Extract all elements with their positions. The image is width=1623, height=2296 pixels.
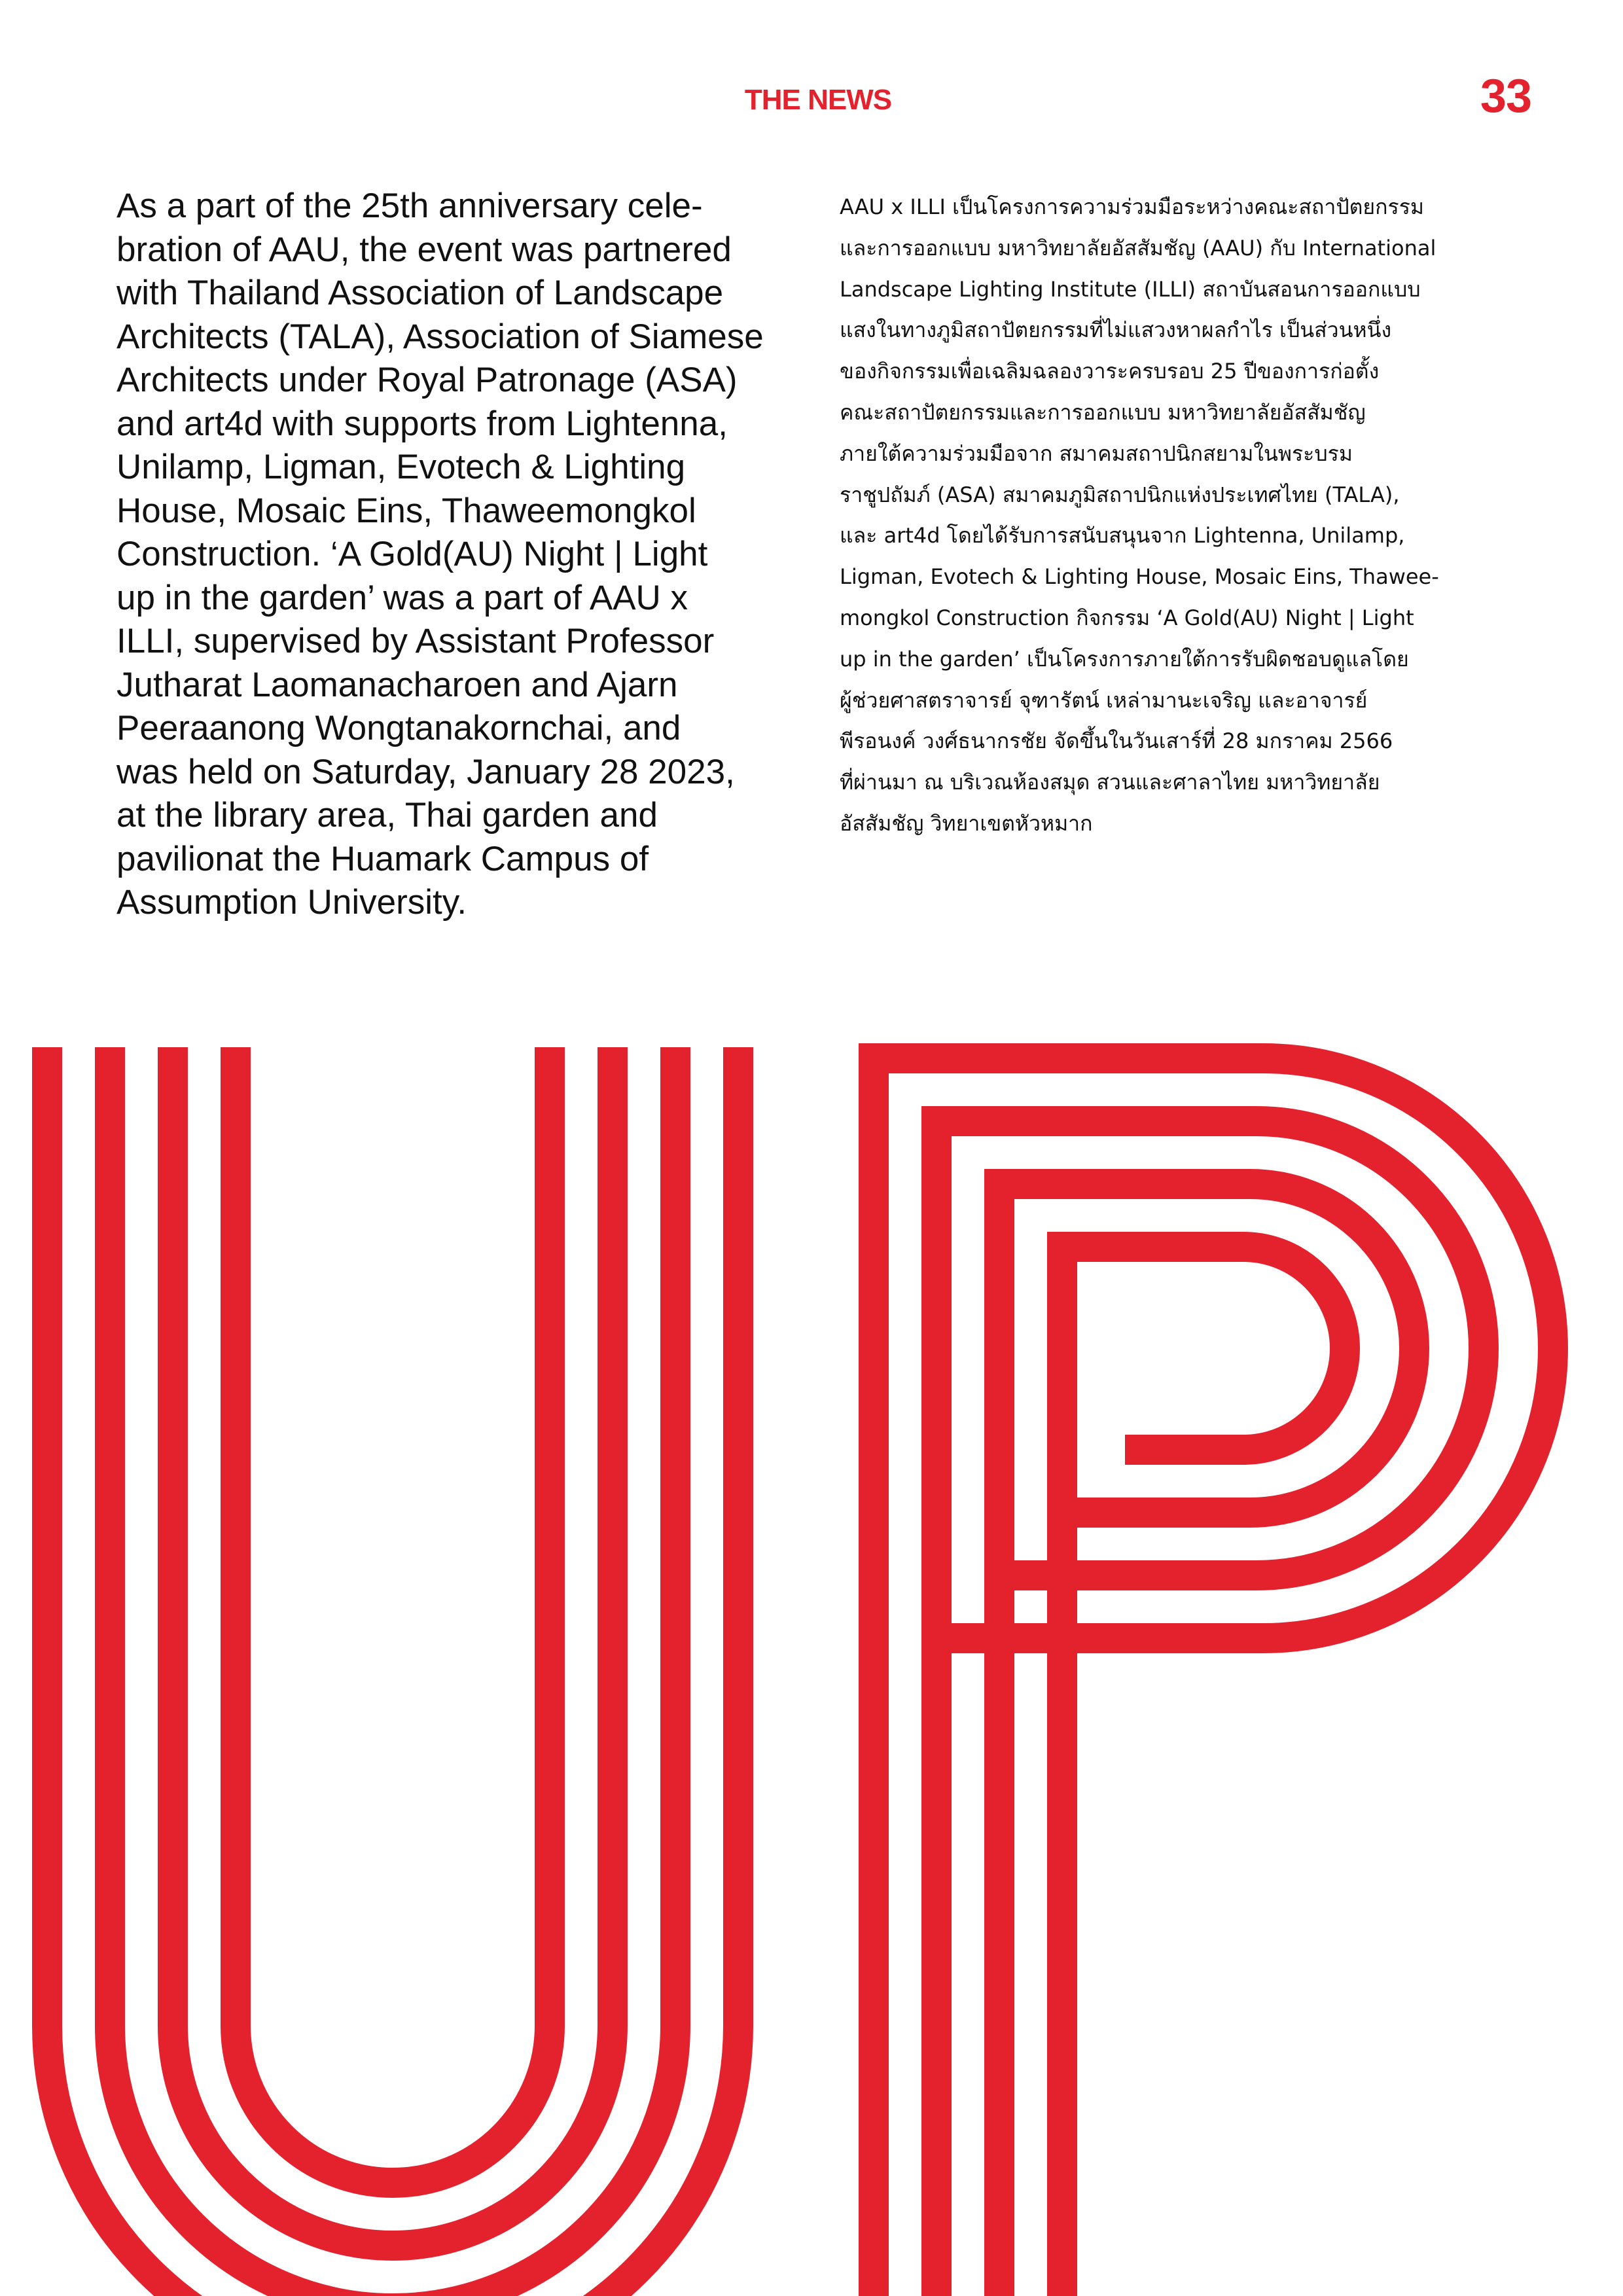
thai-text-line: ของกิจกรรมเพื่อเฉลิมฉลองวาระครบรอบ 25 ปีของการก่อตั้ง [840,359,1380,384]
thai-text-line: mongkol Construction กิจกรรม ‘A Gold(AU) Night | Light [840,605,1414,630]
thai-text-line: ภายใต้ความร่วมมือจาก สมาคมสถาปนิกสยามในพระบรม [840,440,1353,466]
english-text-line: at the library area, Thai garden and [116,796,658,834]
thai-text-line: แสงในทางภูมิสถาปัตยกรรมที่ไม่แสวงหาผลกำไร เป็นส่วนหนึ่ง [840,317,1392,343]
letter-u-stripe [236,1047,550,2183]
english-text-line: Peeraanong Wongtanakornchai, and [116,709,681,747]
letter-p-stripes [874,1058,1553,2296]
english-text-line: As a part of the 25th anniversary cele- [116,187,703,225]
english-text-line: ILLI, supervised by Assistant Professor [116,622,715,660]
english-article-body [116,185,810,925]
up-striped-letters-graphic [0,1021,1623,2296]
english-text-line: Architects (TALA), Association of Siamese [116,317,764,356]
thai-text-line: ราชูปถัมภ์ (ASA) สมาคมภูมิสถาปนิกแห่งประเทศไทย (TALA), [840,482,1400,507]
letter-p-stripe [1062,1247,1345,2296]
thai-text-line: ผู้ช่วยศาสตราจารย์ จุฑารัตน์ เหล่ามานะเจริญ และอาจารย์ [840,687,1368,713]
english-text-line: House, Mosaic Eins, Thaweemongkol [116,491,696,530]
thai-article-body [840,187,1533,844]
thai-text-line: และการออกแบบ มหาวิทยาลัยอัสสัมชัญ (AAU) กับ International [840,235,1436,260]
english-text-line: Unilamp, Ligman, Evotech & Lighting [116,448,686,486]
english-text-line: bration of AAU, the event was partnered [116,230,732,269]
thai-text-line: อัสสัมชัญ วิทยาเขตหัวหมาก [840,810,1093,836]
english-text-line: Architects under Royal Patronage (ASA) [116,361,738,399]
thai-text-line: พีรอนงค์ วงศ์ธนากรชัย จัดขึ้นในวันเสาร์ที่ 28 มกราคม 2566 [840,728,1393,754]
thai-text-line: คณะสถาปัตยกรรมและการออกแบบ มหาวิทยาลัยอัสสัมชัญ [840,399,1366,425]
section-label: THE NEWS [744,84,892,116]
letter-u-stripes [47,1047,738,2296]
thai-text-line: Ligman, Evotech & Lighting House, Mosaic Eins, Thawee- [840,564,1439,590]
english-text-line: with Thailand Association of Landscape [116,274,724,312]
english-text-line: pavilionat the Huamark Campus of [116,839,649,878]
english-text-line: up in the garden’ was a part of AAU x [116,578,688,617]
english-text-line: Assumption University. [116,883,467,922]
thai-text-line: ที่ผ่านมา ณ บริเวณห้องสมุด สวนและศาลาไทย มหาวิทยาลัย [840,770,1380,795]
english-text-line: Construction. ‘A Gold(AU) Night | Light [116,535,708,573]
english-text-line: and art4d with supports from Lightenna, [116,404,728,443]
thai-text-line: up in the garden’ เป็นโครงการภายใต้การรับผิดชอบดูแลโดย [840,646,1409,672]
english-text-line: Jutharat Laomanacharoen and Ajarn [116,665,678,704]
english-text-line: was held on Saturday, January 28 2023, [116,752,735,791]
letter-u-stripe [47,1047,738,2296]
thai-text-line: AAU x ILLI เป็นโครงการความร่วมมือระหว่างคณะสถาปัตยกรรม [840,194,1425,219]
thai-text-line: และ art4d โดยได้รับการสนับสนุนจาก Lightenna, Unilamp, [840,523,1405,548]
page-number: 33 [1480,70,1531,122]
thai-text-line: Landscape Lighting Institute (ILLI) สถาบันสอนการออกแบบ [840,276,1421,302]
